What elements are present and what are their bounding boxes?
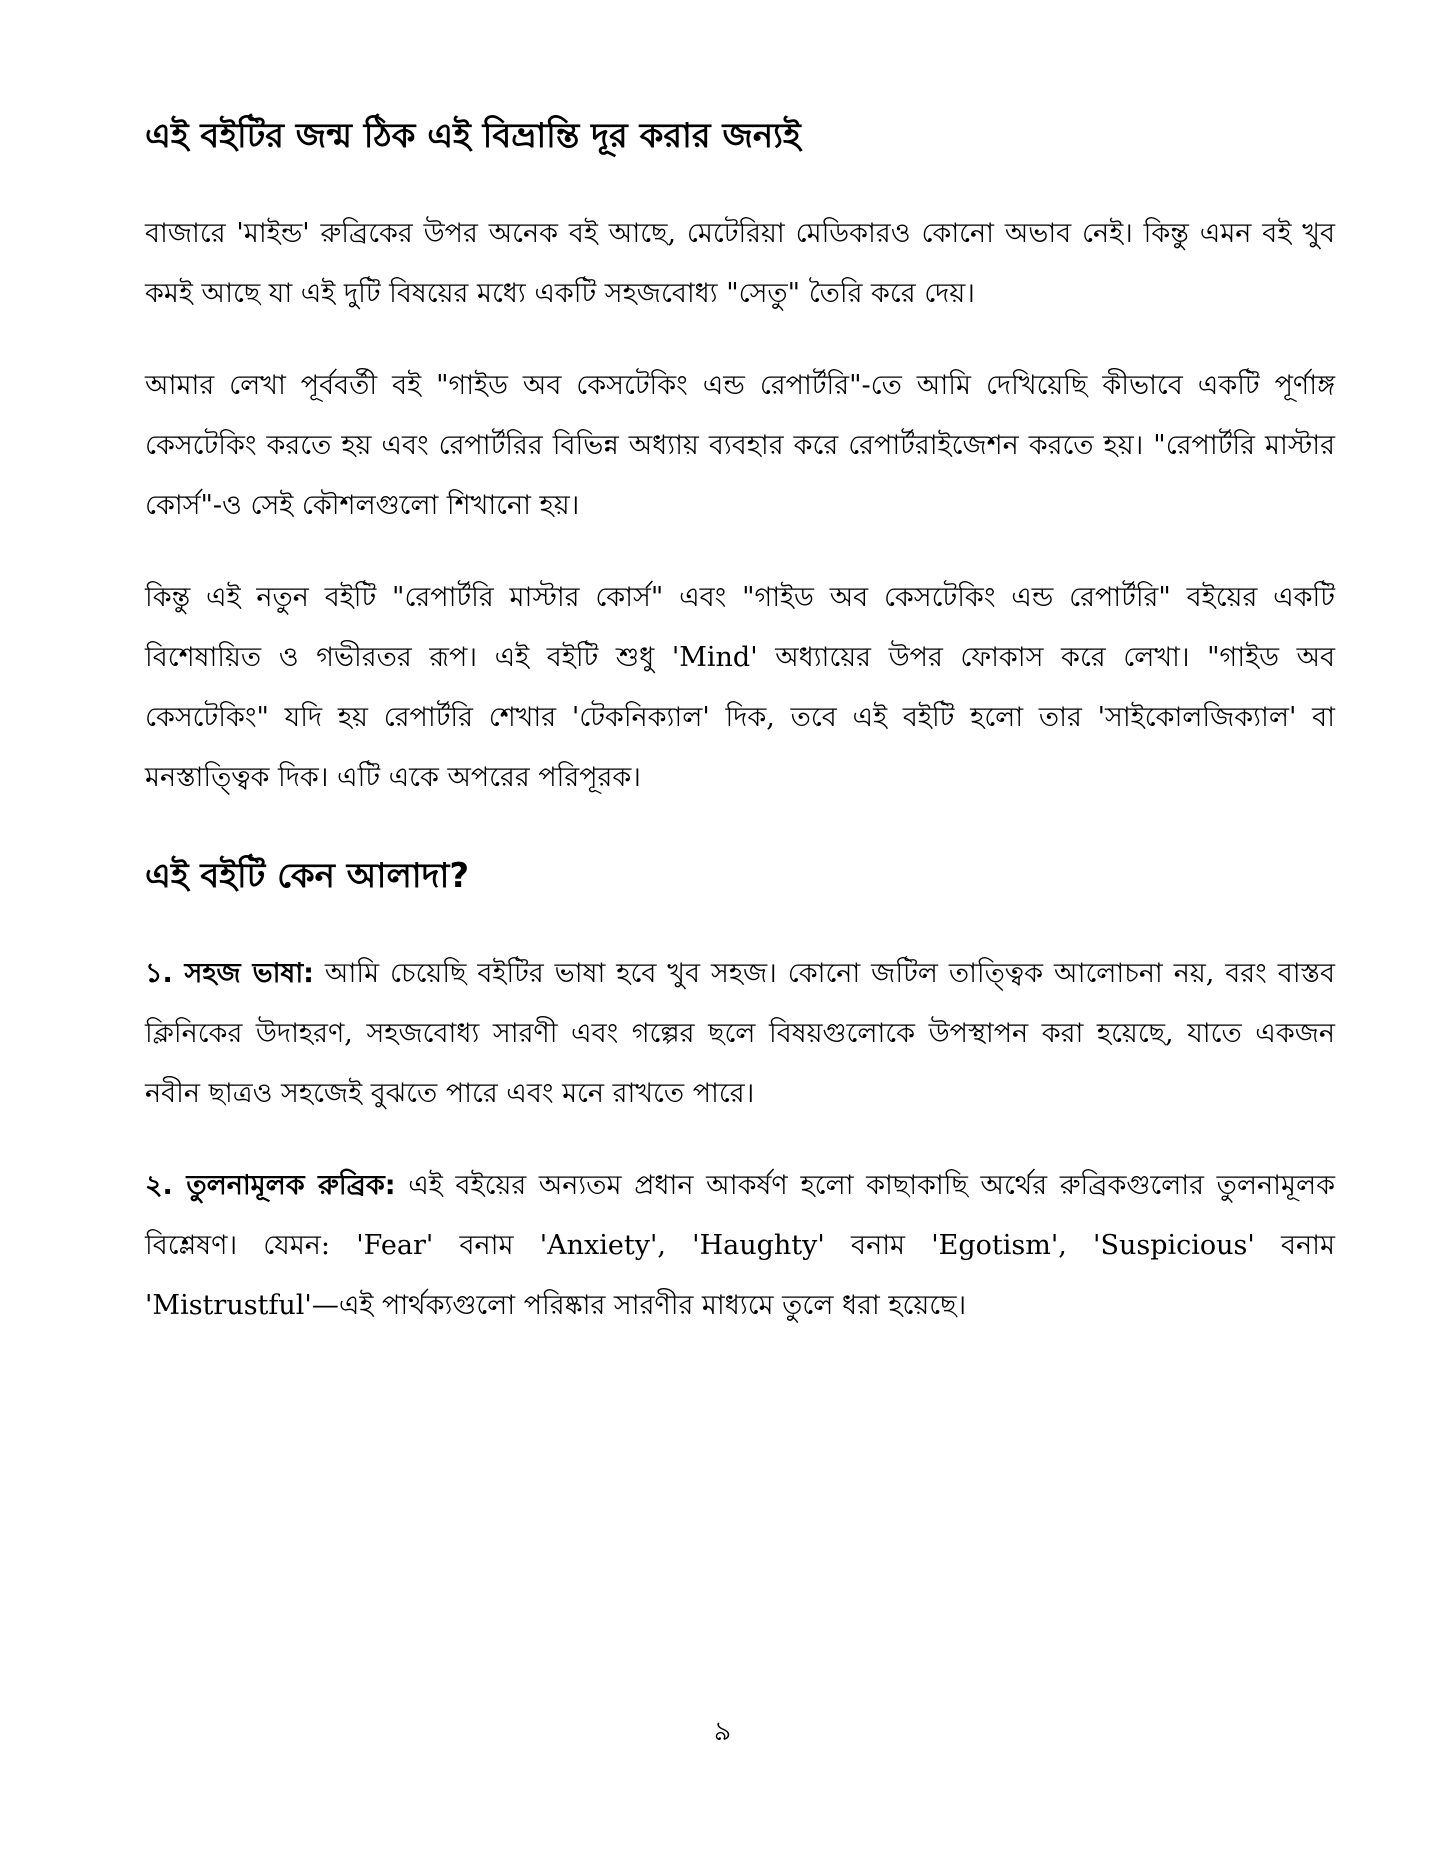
point-text: এই বইয়ের অন্যতম প্রধান আকর্ষণ হলো কাছাকাছি অর্থের রুব্রিকগুলোর তুলনামূলক বিশ্লেষণ। যেমন: 'Fear' বনাম 'Anxiety', 'Haughty' বনাম 'Egotism', 'Suspicious' বনাম 'Mistrustful'—এই পার্থক্যগুলো পরিষ্কার সারণীর মাধ্যমে তুলে ধরা হয়েছে। xyxy=(145,1170,1335,1321)
numbered-point xyxy=(145,944,1335,1124)
section-heading: এই বইটির জন্ম ঠিক এই বিভ্রান্তি দূর করার জন্যই xyxy=(145,116,801,156)
page-number: ৯ xyxy=(713,1716,732,1747)
point-title: ২. তুলনামূলক রুব্রিক: xyxy=(145,1170,396,1201)
point-title: ১. সহজ ভাষা: xyxy=(145,958,314,989)
paragraph: বাজারে 'মাইন্ড' রুব্রিকের উপর অনেক বই আছে, মেটেরিয়া মেডিকারও কোনো অভাব নেই। কিন্তু এমন বই খুব কমই আছে যা এই দুটি বিষয়ের মধ্যে একটি সহজবোধ্য "সেতু" তৈরি করে দেয়। xyxy=(145,218,1335,309)
paragraph: কিন্তু এই নতুন বইটি "রেপার্টরি মাস্টার কোর্স" এবং "গাইড অব কেসটেকিং এন্ড রেপার্টরি" বইয়ের একটি বিশেষায়িত ও গভীরতর রূপ। এই বইটি শুধু 'Mind' অধ্যায়ের উপর ফোকাস করে লেখা। "গাইড অব কেসটেকিং" যদি হয় রেপার্টরি শেখার 'টেকনিক্যাল' দিক, তবে এই বইটি হলো তার 'সাইকোলজিক্যাল' বা মনস্তাত্ত্বিক দিক। এটি একে অপরের পরিপূরক। xyxy=(145,582,1335,793)
page-content xyxy=(145,112,1335,1368)
point-text: আমি চেয়েছি বইটির ভাষা হবে খুব সহজ। কোনো জটিল তাত্ত্বিক আলোচনা নয়, বরং বাস্তব ক্লিনিকের উদাহরণ, সহজবোধ্য সারণী এবং গল্পের ছলে বিষয়গুলোকে উপস্থাপন করা হয়েছে, যাতে একজন নবীন ছাত্রও সহজেই বুঝতে পারে এবং মনে রাখতে পারে। xyxy=(145,958,1336,1109)
section-heading: এই বইটি কেন আলাদা? xyxy=(145,856,470,896)
numbered-point xyxy=(145,1156,1335,1336)
paragraph: আমার লেখা পূর্ববর্তী বই "গাইড অব কেসটেকিং এন্ড রেপার্টরি"-তে আমি দেখিয়েছি কীভাবে একটি পূর্ণাঙ্গ কেসটেকিং করতে হয় এবং রেপার্টরির বিভিন্ন অধ্যায় ব্যবহার করে রেপার্টরাইজেশন করতে হয়। "রেপার্টরি মাস্টার কোর্স"-ও সেই কৌশলগুলো শিখানো হয়। xyxy=(145,370,1335,521)
